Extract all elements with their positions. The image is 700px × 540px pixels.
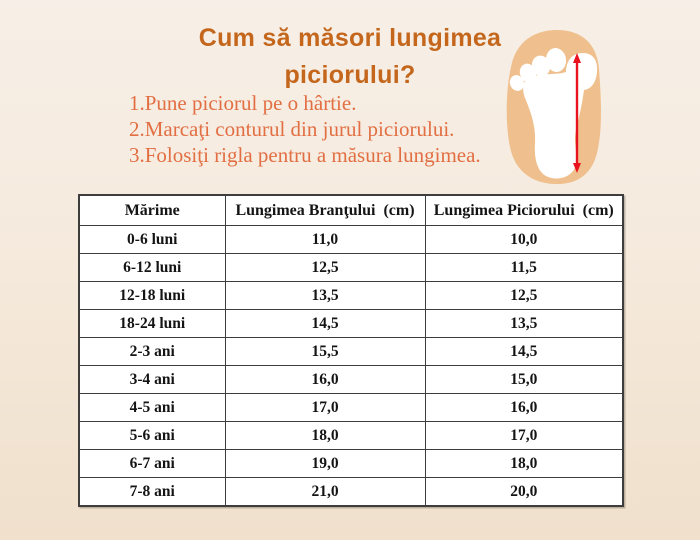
table-header-cell: Lungimea Piciorului (cm) <box>425 195 623 226</box>
table-cell: 4-5 ani <box>79 394 225 422</box>
table-cell: 16,0 <box>425 394 623 422</box>
table-cell: 5-6 ani <box>79 422 225 450</box>
table-body <box>79 226 623 507</box>
table-header-cell: Lungimea Branţului (cm) <box>225 195 425 226</box>
table-row <box>79 478 623 507</box>
size-table <box>78 194 624 507</box>
table-row <box>79 226 623 254</box>
table-cell: 6-7 ani <box>79 450 225 478</box>
table-cell: 16,0 <box>225 366 425 394</box>
table-cell: 0-6 luni <box>79 226 225 254</box>
instruction-step: 3.Folosiţi rigla pentru a măsura lungimea. <box>129 143 481 167</box>
table-cell: 11,5 <box>425 254 623 282</box>
page-title-line1: Cum să măsori lungimea <box>198 24 502 52</box>
table-cell: 19,0 <box>225 450 425 478</box>
table-cell: 12,5 <box>425 282 623 310</box>
table-cell: 21,0 <box>225 478 425 507</box>
table-row <box>79 254 623 282</box>
table-row <box>79 338 623 366</box>
table-cell: 2-3 ani <box>79 338 225 366</box>
table-cell: 14,5 <box>425 338 623 366</box>
table-header-cell: Mărime <box>79 195 225 226</box>
table-cell: 13,5 <box>225 282 425 310</box>
table-cell: 10,0 <box>425 226 623 254</box>
table-row <box>79 310 623 338</box>
table-cell: 13,5 <box>425 310 623 338</box>
page-title-line2: piciorului? <box>284 61 416 89</box>
table-cell: 20,0 <box>425 478 623 507</box>
table-cell: 14,5 <box>225 310 425 338</box>
table-cell: 18-24 luni <box>79 310 225 338</box>
instruction-step: 1.Pune piciorul pe o hârtie. <box>129 91 357 115</box>
table-cell: 12-18 luni <box>79 282 225 310</box>
instruction-step: 2.Marcaţi conturul din jurul piciorului. <box>129 117 455 141</box>
table-cell: 12,5 <box>225 254 425 282</box>
table-cell: 18,0 <box>225 422 425 450</box>
table-cell: 15,0 <box>425 366 623 394</box>
table-row <box>79 394 623 422</box>
table-row <box>79 422 623 450</box>
table-cell: 3-4 ani <box>79 366 225 394</box>
table-cell: 11,0 <box>225 226 425 254</box>
table-row <box>79 450 623 478</box>
table-cell: 18,0 <box>425 450 623 478</box>
table-row <box>79 282 623 310</box>
table-cell: 17,0 <box>425 422 623 450</box>
instructions-list <box>129 90 481 168</box>
table-cell: 7-8 ani <box>79 478 225 507</box>
table-row <box>79 366 623 394</box>
table-cell: 6-12 luni <box>79 254 225 282</box>
table-header-row <box>79 195 623 226</box>
table-cell: 17,0 <box>225 394 425 422</box>
table-cell: 15,5 <box>225 338 425 366</box>
foot-illustration <box>502 27 608 187</box>
